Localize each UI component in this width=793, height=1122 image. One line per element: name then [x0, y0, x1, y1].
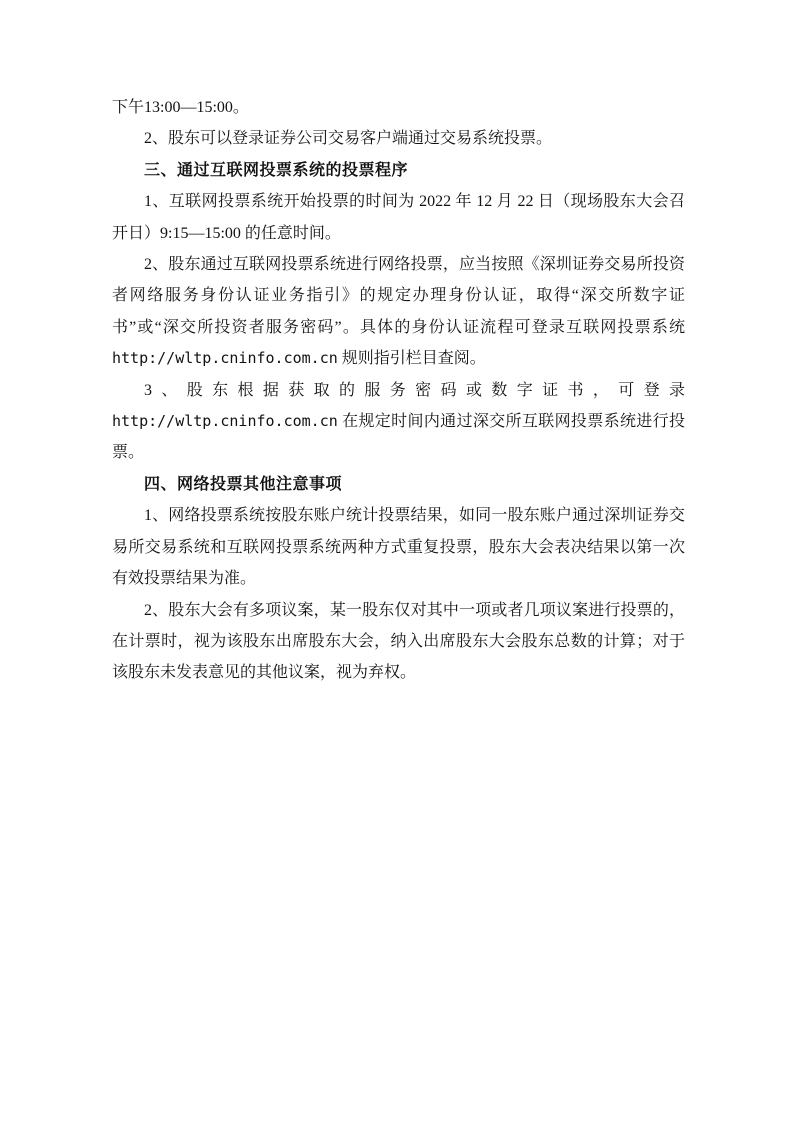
- paragraph: [112, 249, 685, 375]
- paragraph: [112, 595, 685, 689]
- section-heading: [112, 469, 685, 500]
- text-run: 规则指引栏目查阅。: [337, 350, 486, 368]
- text-run: 在规定时间内通过深交所互联网投票系统进行投票。: [112, 413, 685, 462]
- text-run: 3、股东根据获取的服务密码或数字证书，可登录: [144, 381, 685, 399]
- paragraph: [112, 375, 685, 469]
- section-heading: [112, 155, 685, 186]
- text-run: 四、网络投票其他注意事项: [144, 475, 343, 493]
- paragraph: [112, 500, 685, 594]
- text-run: 1、互联网投票系统开始投票的时间为 2022 年 12 月 22 日（现场股东大会召开日）9:15—15:00 的任意时间。: [112, 193, 685, 242]
- paragraph: [112, 123, 685, 154]
- text-run: 2、股东可以登录证券公司交易客户端通过交易系统投票。: [144, 130, 553, 148]
- url-text: http://wltp.cninfo.com.cn: [112, 349, 338, 368]
- text-run: 2、股东大会有多项议案，某一股东仅对其中一项或者几项议案进行投票的，在计票时，视为该股东出席股东大会，纳入出席股东大会股东总数的计算；对于该股东未发表意见的其他议案，视为弃权。: [112, 601, 685, 682]
- text-run: 三、通过互联网投票系统的投票程序: [144, 161, 409, 179]
- text-run: 1、网络投票系统按股东账户统计投票结果，如同一股东账户通过深圳证券交易所交易系统和互联网投票系统两种方式重复投票，股东大会表决结果以第一次有效投票结果为准。: [112, 507, 685, 588]
- paragraph: [112, 92, 685, 123]
- document-body: [112, 92, 685, 689]
- url-text: http://wltp.cninfo.com.cn: [112, 412, 338, 431]
- text-run: 2、股东通过互联网投票系统进行网络投票，应当按照《深圳证券交易所投资者网络服务身份认证业务指引》的规定办理身份认证，取得“深交所数字证书”或“深交所投资者服务密码”。具体的身份认证流程可登录互联网投票系统: [112, 256, 685, 336]
- paragraph: [112, 186, 685, 249]
- text-run: 下午13:00—15:00。: [112, 99, 249, 116]
